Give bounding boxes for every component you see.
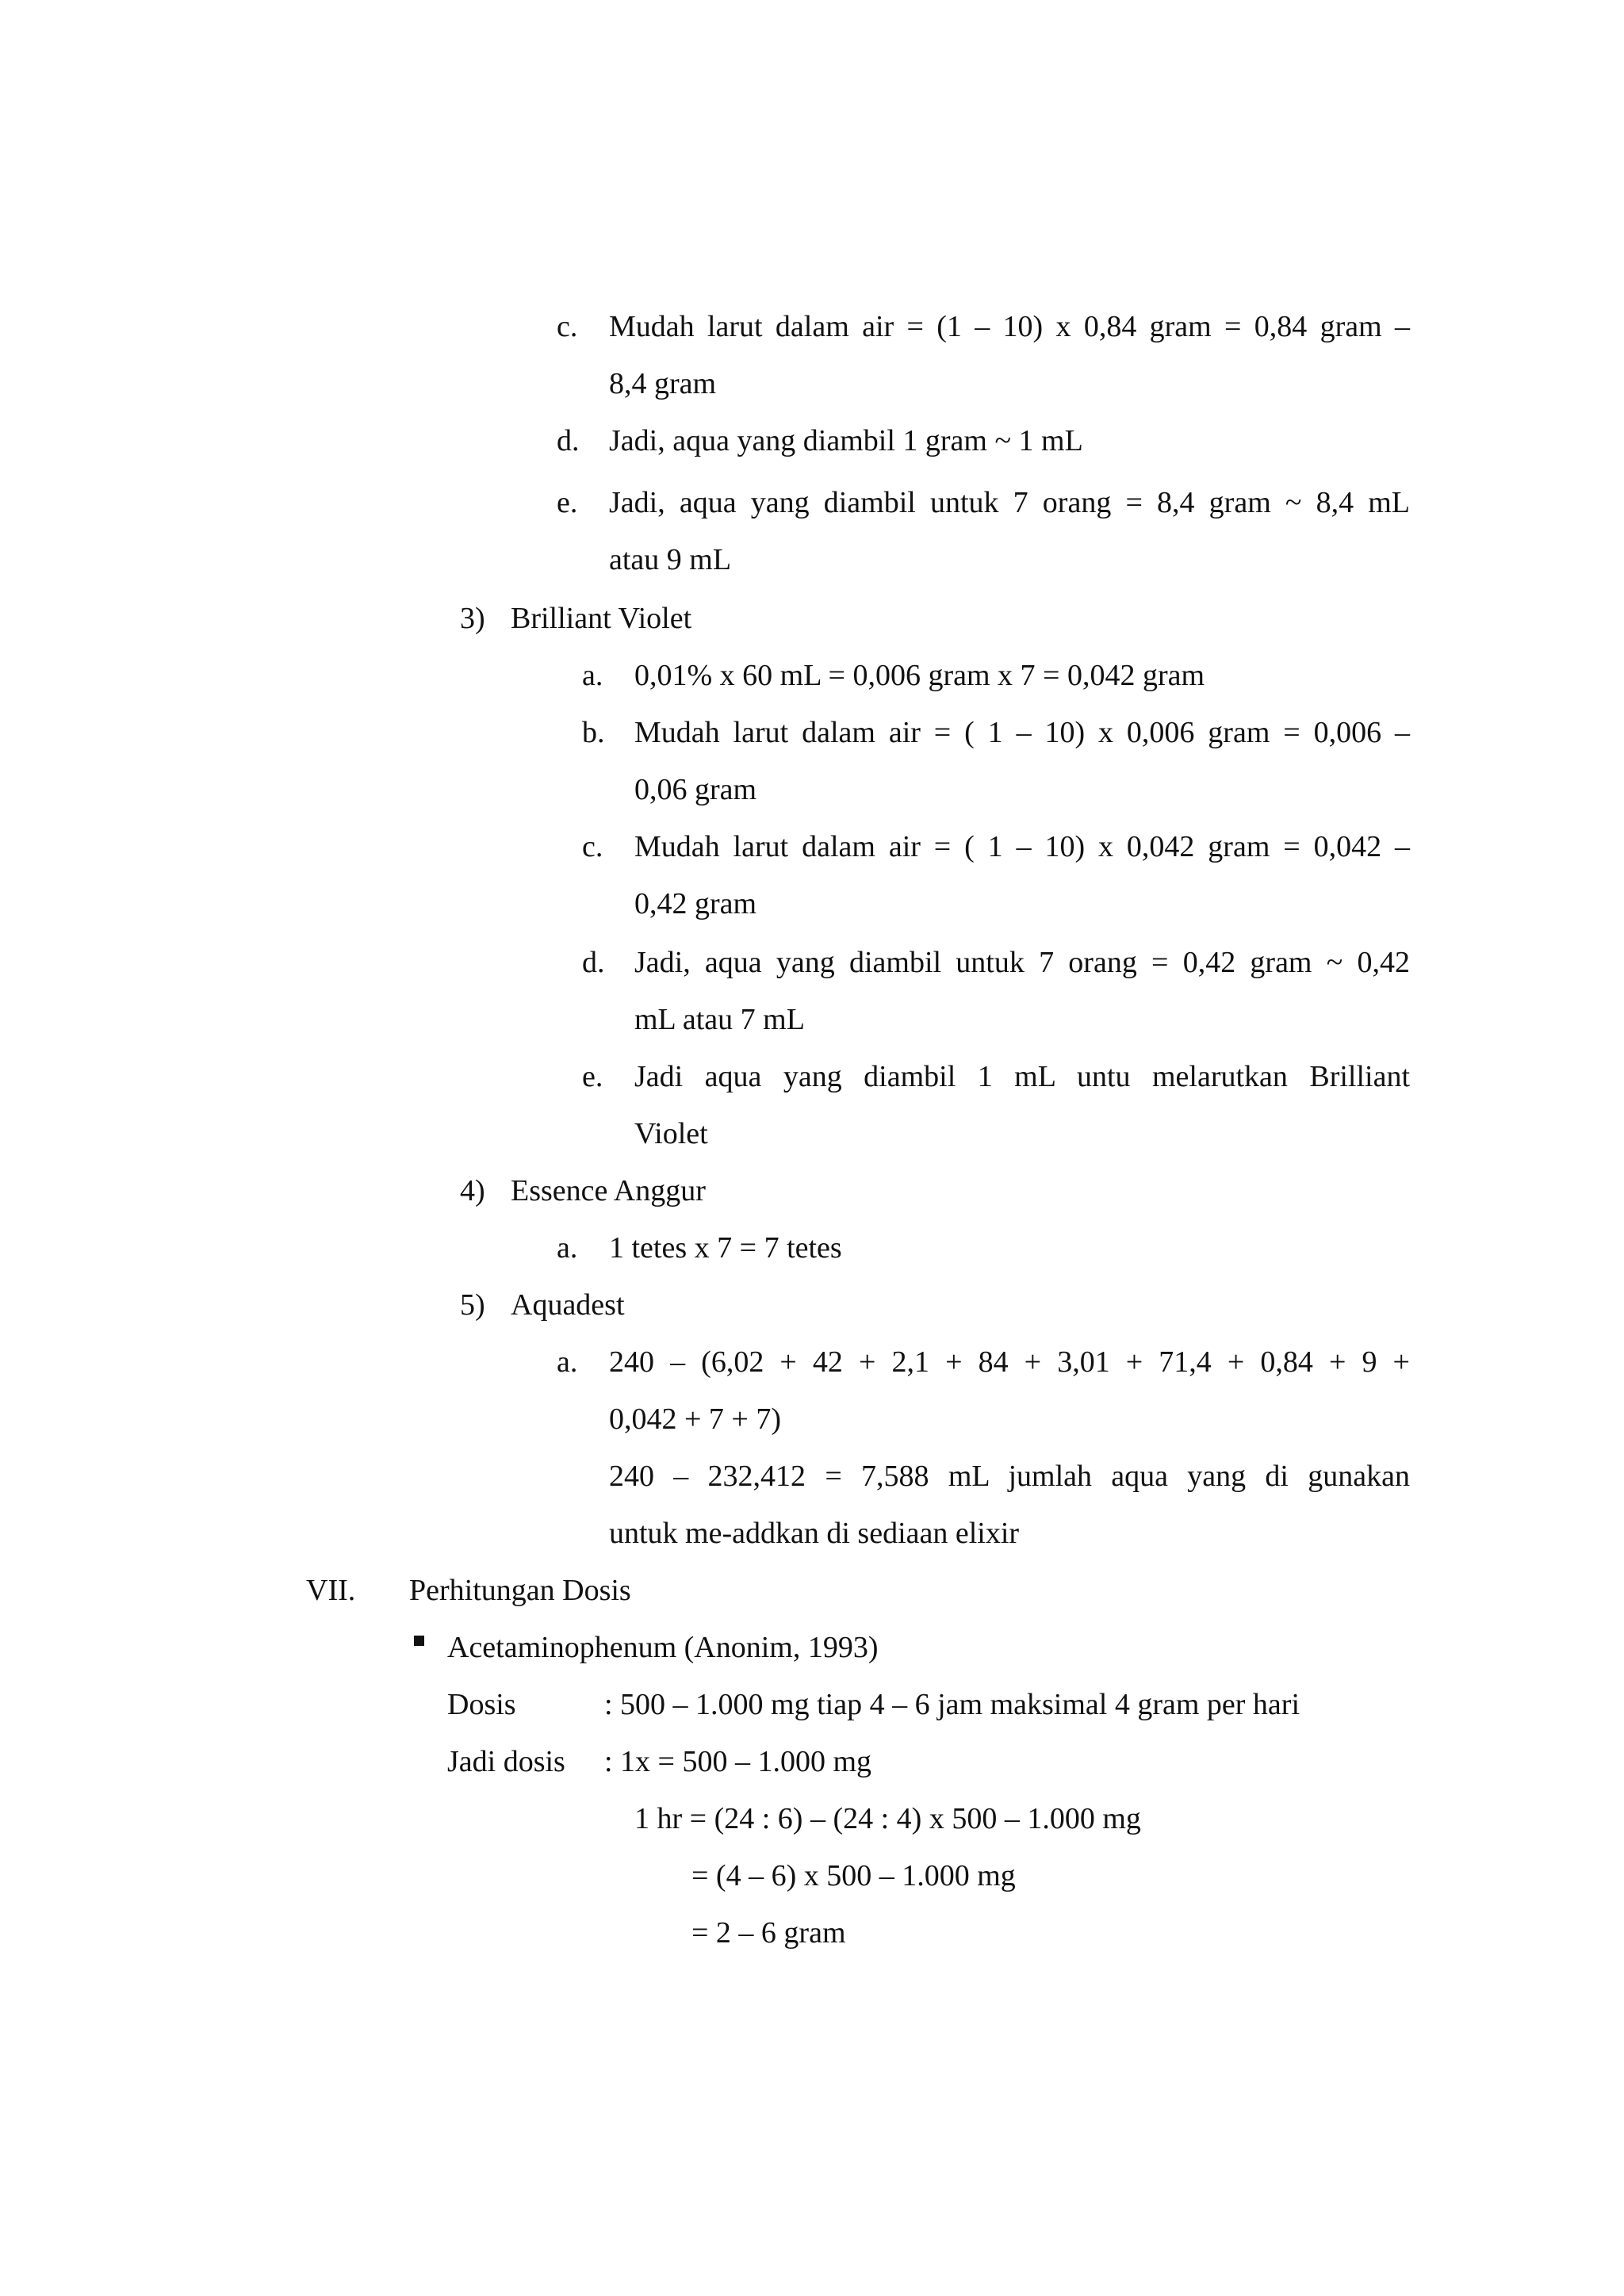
bv-e-line2: Violet (634, 1117, 708, 1150)
bv-b-line2: 0,06 gram (634, 773, 757, 806)
section-5-label: 5) (460, 1288, 485, 1322)
bv-a-label: a. (582, 659, 603, 692)
aq-a-line3: 240 – 232,412 = 7,588 mL jumlah aqua yang di gunakan (609, 1460, 1410, 1493)
section-4-title: Essence Anggur (511, 1174, 706, 1207)
dosis-label: Dosis (447, 1688, 516, 1721)
aq-a-line1: 240 – (6,02 + 42 + 2,1 + 84 + 3,01 + 71,4 + 0,84 + 9 + (609, 1345, 1410, 1379)
section-vii-label: VII. (306, 1574, 356, 1607)
item-e-line2: atau 9 mL (609, 543, 732, 576)
bv-c-label: c. (582, 830, 603, 863)
drug-name: Acetaminophenum (Anonim, 1993) (447, 1631, 879, 1664)
jadi-dosis-line3: = (4 – 6) x 500 – 1.000 mg (691, 1859, 1016, 1892)
item-d-text: Jadi, aqua yang diambil 1 gram ~ 1 mL (609, 424, 1083, 457)
bv-d-line2: mL atau 7 mL (634, 1003, 805, 1036)
jadi-dosis-label: Jadi dosis (447, 1745, 565, 1778)
jadi-dosis-line4: = 2 – 6 gram (691, 1916, 846, 1950)
section-3-title: Brilliant Violet (511, 602, 692, 635)
dosis-value: : 500 – 1.000 mg tiap 4 – 6 jam maksimal 4 gram per hari (604, 1688, 1300, 1721)
bv-a-text: 0,01% x 60 mL = 0,006 gram x 7 = 0,042 gram (634, 659, 1205, 692)
item-c-line1: Mudah larut dalam air = (1 – 10) x 0,84 gram = 0,84 gram – (609, 310, 1410, 343)
jadi-dosis-line2: 1 hr = (24 : 6) – (24 : 4) x 500 – 1.000 mg (634, 1802, 1141, 1835)
bv-c-line1: Mudah larut dalam air = ( 1 – 10) x 0,042 gram = 0,042 – (634, 830, 1410, 863)
section-4-label: 4) (460, 1174, 485, 1207)
section-3-label: 3) (460, 602, 485, 635)
item-c-label: c. (557, 310, 578, 343)
bv-b-label: b. (582, 716, 605, 749)
section-5-title: Aquadest (511, 1288, 625, 1322)
ea-a-text: 1 tetes x 7 = 7 tetes (609, 1231, 842, 1265)
section-vii-title: Perhitungan Dosis (409, 1574, 631, 1607)
item-e-label: e. (557, 486, 578, 519)
aq-a-label: a. (557, 1345, 578, 1379)
item-d-label: d. (557, 424, 580, 457)
ea-a-label: a. (557, 1231, 578, 1265)
bv-c-line2: 0,42 gram (634, 887, 757, 920)
aq-a-line2: 0,042 + 7 + 7) (609, 1402, 782, 1436)
aq-a-line4: untuk me-addkan di sediaan elixir (609, 1517, 1020, 1550)
bv-d-line1: Jadi, aqua yang diambil untuk 7 orang = 0,42 gram ~ 0,42 (634, 946, 1410, 979)
square-bullet-icon (414, 1636, 424, 1646)
bv-e-line1: Jadi aqua yang diambil 1 mL untu melarutkan Brilliant (634, 1060, 1410, 1093)
bv-b-line1: Mudah larut dalam air = ( 1 – 10) x 0,006 gram = 0,006 – (634, 716, 1410, 749)
jadi-dosis-line1: : 1x = 500 – 1.000 mg (604, 1745, 872, 1778)
item-e-line1: Jadi, aqua yang diambil untuk 7 orang = 8,4 gram ~ 8,4 mL (609, 486, 1410, 519)
bv-d-label: d. (582, 946, 605, 979)
item-c-line2: 8,4 gram (609, 367, 717, 400)
bv-e-label: e. (582, 1060, 603, 1093)
